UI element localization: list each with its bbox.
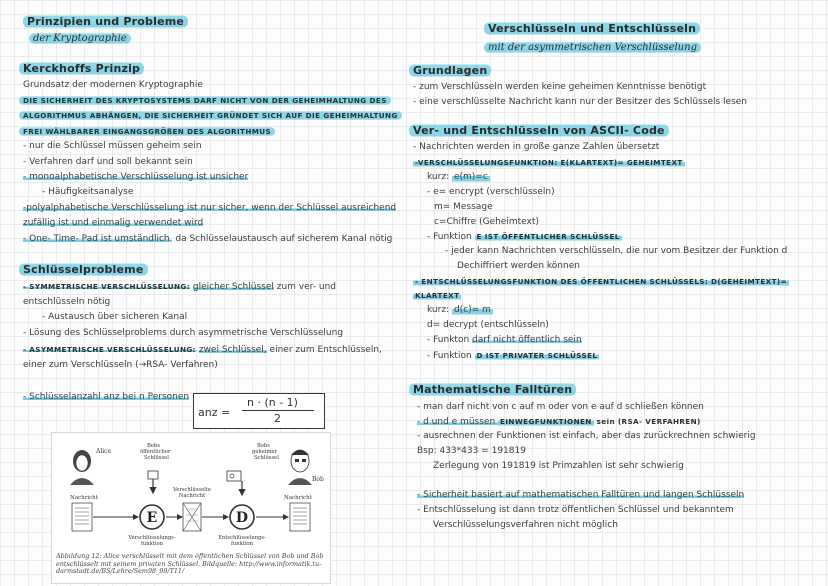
vue-line-12: kurz: d(c)= m [427,305,491,315]
alice-label: Alice [96,448,112,455]
kerckhoff-intro: Grundsatz der modernen Kryptographie [23,80,203,90]
secret-key-label: Bobs geheimer Schlüssel [252,443,279,461]
probleme-line-1: - SYMMETRISCHE VERSCHLÜSSELUNG: gleicher Schlüssel zum ver- und [23,282,337,292]
mathe-line-1: - man darf nicht von c auf m oder von e auf d schließen können [417,402,704,412]
probleme-heading: Schlüsselprobleme [23,263,148,276]
bob-icon [288,450,312,485]
kerckhoff-heading: Kerckhoffs Prinzip [23,62,144,75]
secret-key-icon [227,471,242,495]
mathe-line-2: - d und e müssen EINWEGFUNKTIONEN sein (RSA- VERFAHREN) [417,417,701,427]
formula-lhs: anz = [198,406,231,419]
kerckhoff-line-7: - One- Time- Pad ist umständlich, da Schlüsselaustausch auf sicherem Kanal nötig [23,234,393,244]
vue-line-7: - Funktion E IST ÖFFENTLICHER SCHLÜSSEL [427,232,620,242]
public-key-label: Bobs öffentlicher Schlüssel [140,443,171,461]
encryption-diagram [52,433,330,553]
message-left-label: Nachricht [70,495,98,501]
vue-line-10: - ENTSCHLÜSSELUNGSFUNKTION DES ÖFFENTLICHEN SCHLÜSSELS: D(GEHEIMTEXT)= [415,277,788,286]
mathe-line-6: - Sicherheit basiert auf mathematischen Falltüren und langen Schlüsseln [417,490,745,500]
probleme-line-6: einer zum Verschlüsseln (→RSA- Verfahren) [23,360,218,370]
mathe-heading: Mathematische Falltüren [413,383,576,396]
kerckhoff-line-2: - Verfahren darf und soll bekannt sein [23,157,193,167]
vue-line-9: Dechiffriert werden können [457,261,580,271]
cipher-doc [183,503,201,531]
kerckhoff-line-5: -polyalphabetische Verschlüsselung ist nur sicher, wenn der Schlüssel ausreichend [23,203,397,213]
kerckhoff-line-6: zufällig ist und einmalig verwendet wird [23,218,204,228]
formula-numerator: n · (n - 1) [247,396,298,409]
kerckhoff-caps-2: ALGORITHMUS ABHÄNGEN, DIE SICHERHEIT GRÜNDET SICH AUF DIE GEHEIMHALTUNG [23,110,402,121]
probleme-line-3: - Austausch über sicheren Kanal [42,312,188,322]
cipher-label: Verschlüsselte Nachricht [173,487,211,499]
right-title: Verschlüsseln und Entschlüsseln [488,22,700,35]
decrypt-letter: D [235,510,249,526]
formula-box [193,393,325,429]
vue-line-5: m= Message [434,202,493,212]
mathe-line-3: - ausrechnen der Funktionen ist einfach, aber das zurückrechnen schwierig [417,431,756,441]
kerckhoff-line-1: - nur die Schlüssel müssen geheim sein [23,141,202,151]
vue-heading: Ver- und Entschlüsseln von ASCII- Code [413,124,669,137]
kerckhoff-line-4: - Häufigkeitsanalyse [42,187,134,197]
vue-line-11: KLARTEXT [415,291,460,300]
vue-line-8: - jeder kann Nachrichten verschlüsseln, die nur vom Besitzer der Funktion d [445,246,788,256]
right-subtitle: mit der asymmetrischen Verschlüsselung [488,42,701,53]
decrypt-function-label: Entschlüsselungs-funktion [218,535,266,547]
message-left-doc [72,503,92,531]
encrypt-function-label: Verschlüsselungs-funktion [128,535,176,547]
mathe-line-4: Bsp: 433*433 = 191819 [417,446,526,456]
grundlagen-heading: Grundlagen [413,64,491,77]
grundlagen-line-2: - eine verschlüsselte Nachricht kann nur der Besitzer des Schlüssels lesen [413,97,748,107]
alice-icon [70,450,94,485]
encryption-figure [51,432,331,584]
kerckhoff-caps-3: FREI WÄHLBARER EINGANGSGRÖßEN DES ALGORITHMUS [23,126,275,137]
bob-label: Bob [312,476,324,483]
probleme-line-4: - Lösung des Schlüsselproblems durch asymmetrische Verschlüsselung [23,328,343,338]
formula-denominator: 2 [274,412,281,425]
mathe-line-5: Zerlegung von 191819 ist Primzahlen ist sehr schwierig [433,461,684,471]
vue-line-14: - Funkton darf nicht öffentlich sein [427,335,582,345]
probleme-line-7: - Schlüsselanzahl anz bei n Personen [23,392,190,402]
grundlagen-line-1: - zum Verschlüsseln werden keine geheimen Kenntnisse benötigt [413,82,707,92]
kerckhoff-caps-1: DIE SICHERHEIT DES KRYPTOSYSTEMS DARF NICHT VON DER GEHEIMHALTUNG DES [23,95,391,106]
probleme-line-2: entschlüsseln nötig [23,297,111,307]
kerckhoff-line-3: - monoalphabetische Verschlüsselung ist unsicher [23,172,249,182]
vue-line-3: kurz: e(m)=c [427,172,488,182]
vue-line-6: c=Chiffre (Geheimtext) [434,217,539,227]
probleme-line-5: - ASYMMETRISCHE VERSCHLÜSSELUNG: zwei Schlüssel, einer zum Entschlüsseln, [23,345,382,355]
message-right-label: Nachricht [284,495,312,501]
message-right-doc [290,503,310,531]
encrypt-letter: E [146,510,158,526]
vue-line-15: - Funktion D IST PRIVATER SCHLÜSSEL [427,351,598,361]
figure-caption: Abbildung 12: Alice verschlüsselt mit dem öffentlichen Schlüssel von Bob und Bob entschlüsselt mit seinem privaten Schlüssel. Bildquelle: http://www.informatik.tu-darmstadt.de/BS/Lehre/Sem98_99/T11/ [56,552,324,576]
vue-line-1: - Nachrichten werden in große ganze Zahlen übersetzt [413,142,660,152]
vue-line-2: -VERSCHLÜSSELUNGSFUNKTION: E(KLARTEXT)= GEHEIMTEXT [415,158,683,167]
public-key-icon [148,471,158,493]
left-subtitle: der Kryptographie [33,33,131,44]
vue-line-13: d= decrypt (entschlüsseln) [427,320,549,330]
mathe-line-7: - Entschlüsselung ist dann trotz öffentlichen Schlüssel und bekanntem [417,505,734,515]
left-title: Prinzipien und Probleme [27,15,188,28]
mathe-line-8: Verschlüsselungsverfahren nicht möglich [433,520,618,530]
vue-line-4: - e= encrypt (verschlüsseln) [427,187,555,197]
